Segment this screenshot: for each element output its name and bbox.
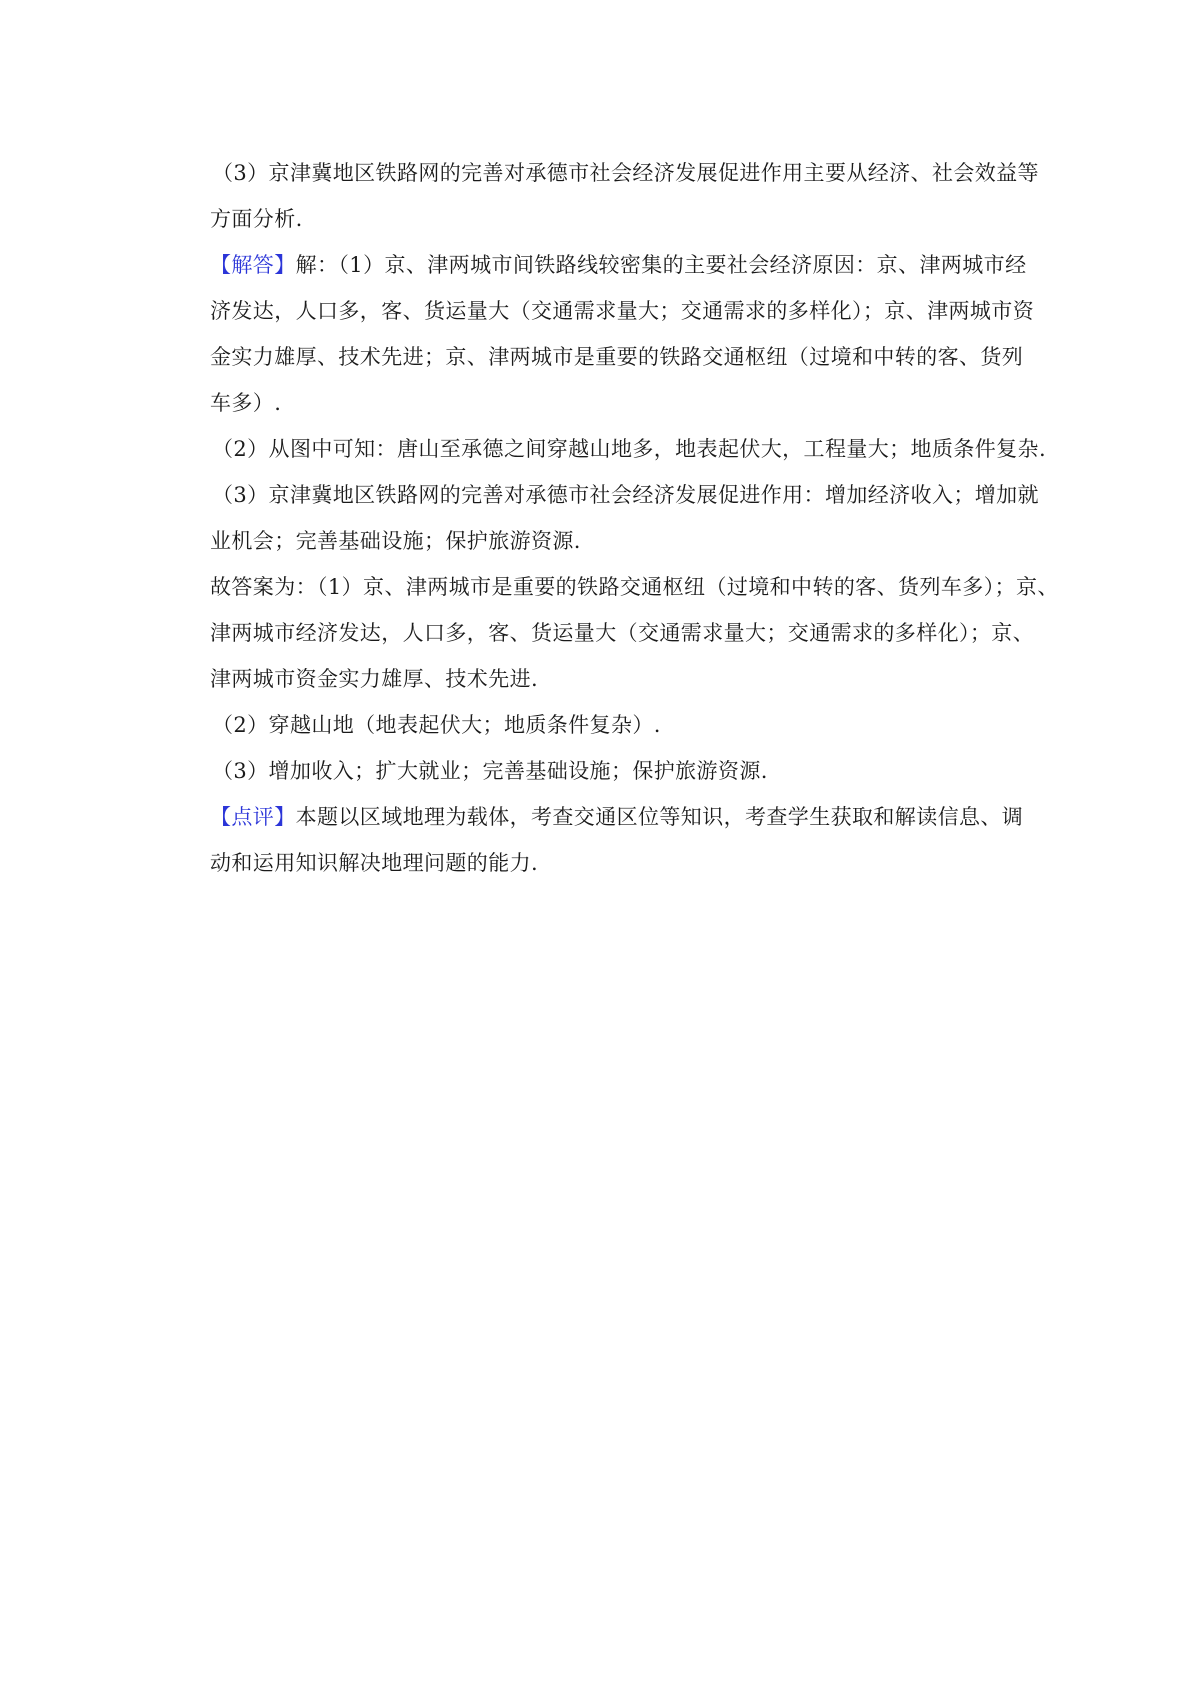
comment-tag: 【点评】	[210, 805, 296, 829]
analysis-line-3a: （3）京津冀地区铁路网的完善对承德市社会经济发展促进作用主要从经济、社会效益等	[212, 161, 1039, 185]
answer-line-1	[210, 250, 1030, 280]
analysis-line-3b: 方面分析.	[210, 207, 303, 231]
answer-line-7: 业机会；完善基础设施；保护旅游资源.	[210, 529, 581, 553]
final-answer-line-1: 故答案为：（1）京、津两城市是重要的铁路交通枢纽（过境和中转的客、货列车多）；京、	[210, 575, 1059, 599]
answer-line-2: 济发达，人口多，客、货运量大（交通需求量大；交通需求的多样化）；京、津两城市资	[210, 299, 1035, 323]
final-answer-line-2: 津两城市经济发达，人口多，客、货运量大（交通需求量大；交通需求的多样化）；京、	[210, 621, 1035, 645]
final-answer-line-5: （3）增加收入；扩大就业；完善基础设施；保护旅游资源.	[212, 759, 768, 783]
comment-text-1: 本题以区域地理为载体，考查交通区位等知识，考查学生获取和解读信息、调	[295, 805, 1024, 829]
answer-line-5: （2）从图中可知：唐山至承德之间穿越山地多，地表起伏大，工程量大；地质条件复杂.	[212, 437, 1047, 461]
answer-line-6: （3）京津冀地区铁路网的完善对承德市社会经济发展促进作用：增加经济收入；增加就	[212, 483, 1039, 507]
comment-line-2: 动和运用知识解决地理问题的能力.	[210, 851, 539, 875]
final-answer-line-4: （2）穿越山地（地表起伏大；地质条件复杂）.	[212, 713, 661, 737]
answer-text-1: 解：（1）京、津两城市间铁路线较密集的主要社会经济原因：京、津两城市经	[295, 253, 1027, 277]
answer-line-4: 车多）.	[210, 391, 282, 415]
answer-line-3: 金实力雄厚、技术先进；京、津两城市是重要的铁路交通枢纽（过境和中转的客、货列	[210, 345, 1024, 369]
comment-line-1	[210, 802, 1030, 832]
final-answer-line-3: 津两城市资金实力雄厚、技术先进.	[210, 667, 539, 691]
answer-tag: 【解答】	[210, 253, 296, 277]
